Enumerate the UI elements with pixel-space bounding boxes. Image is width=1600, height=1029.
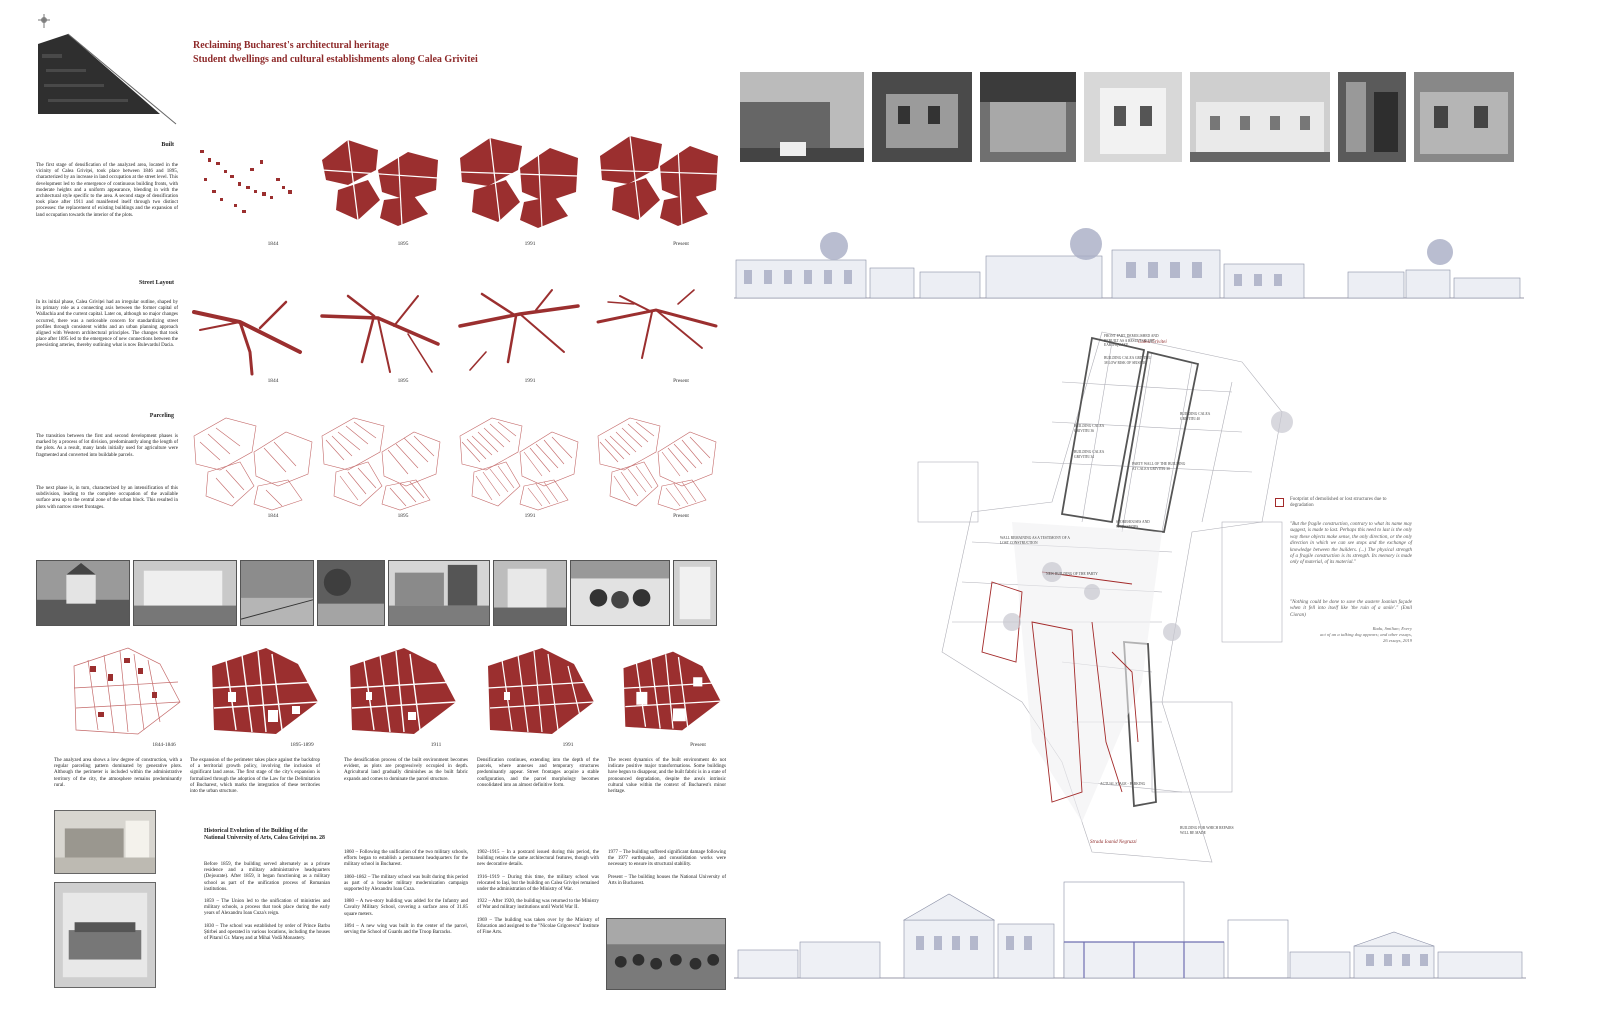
block-text-1895-1899: The expansion of the perimeter takes place against the backdrop of a territorial growth policy, involving the inclusion of significant land areas. The first stage of the city's expansion is formalized through the adoption of the Law for the Delimitation of Bucharest, which marks the integration of these territories into the urban structure. (190, 758, 320, 795)
year-label: 1844 (267, 378, 279, 384)
year-label: Present (673, 241, 689, 247)
plan-note: BUILDING FOR WHICH REPAIRS WILL BE MADE (1180, 826, 1234, 835)
quote-paragraph-1: "But the fragile construction, contrary to what its name may suggest, is made to last. Perhaps this need to last is the only way these objects make sense, the only direction, or the only direction in which we can see stops and the exchange of knowledge between the builders. (...) The physical strength of a fragile construction is its strength. Its memory is made only of material, of its material." (1290, 522, 1412, 566)
historic-photo (133, 560, 237, 626)
historic-photo (388, 560, 490, 626)
section-label-parceling: Parceling (149, 413, 174, 419)
year-label: 1895 (397, 513, 409, 519)
page-subtitle: Student dwellings and cultural establishments along Calea Grivitei (193, 54, 478, 65)
quote-ref-line: Radu, Smilian; Every (1372, 626, 1412, 631)
history-entry: 1969 – The building was taken over by the Ministry of Education and assigned to the "Nicolae Grigorescu" Institute of Fine Arts. (477, 917, 599, 936)
built-map-1991 (456, 130, 581, 235)
historic-photo (493, 560, 567, 626)
history-entry: 1859 – The Union led to the unification of ministries and military schools, a process that took place during the early years of Alexandru Ioan Cuza's reign. (204, 899, 330, 917)
legend-swatch (1275, 498, 1284, 507)
street-label-top: Calea Grivitei (1138, 340, 1167, 345)
built-map-1895 (318, 130, 443, 235)
year-label: 1844 (267, 241, 279, 247)
street-map-1991 (456, 282, 581, 387)
history-title: Historical Evolution of the Building of the National University of Arts, Calea Griviței no. 28 (204, 828, 325, 841)
history-col-2 (344, 850, 468, 936)
parcel-map-1844 (190, 412, 315, 517)
page-title: Reclaiming Bucharest's architectural heritage (193, 40, 389, 51)
year-label: 1895 (397, 378, 409, 384)
current-photo-strip (740, 72, 1530, 162)
legend-text: Footprint of demolished or lost structures due to degradation (1290, 497, 1387, 509)
historic-photo (673, 560, 717, 626)
plan-note: ACTUAL STAGE - PARKING (1100, 782, 1146, 786)
section-label-built: Built (161, 142, 174, 148)
section-text-parceling-2: The next phase is, in turn, characterized by an intensification of this subdivision, leading to the complete occupation of the available surface area up to the central zone of the urban block. This resulted in plots with narrow street frontages. (36, 486, 178, 510)
year-label: 1991 (562, 742, 574, 748)
street-label-bottom: Strada Ioanid Negruzzi (1090, 840, 1137, 845)
plan-note: FRONT PART, DEMOLISHED AND REBUILT AS A RESULT OF THE EARTHQUAKE (1104, 334, 1159, 348)
historic-photo (570, 560, 670, 626)
year-label: Present (690, 742, 706, 748)
history-entry: 1860–1862 – The military school was built during this period as part of a broader military modernization campaign supported by Alexandru Ioan Cuza. (344, 874, 468, 893)
block-map-1895-1899 (206, 646, 326, 741)
year-label: 1911 (430, 742, 442, 748)
block-text-1911: The densification process of the built environment becomes evident, as plots are progressively occupied in depth. Agricultural land gradually diminishes as the built fabric expands and comes to dominate the parcel structure. (344, 758, 468, 782)
section-text-built: The first stage of densification of the analyzed area, located in the vicinity of Calea Griviței, took place between 1846 and 1895, characterized by an increase in land occupation at the street level. This development led to the emergence of continuous building fronts, with moderate heights and a uniform appearance, blending in with the architectural style specific to the area. A second stage of densification took place after 1911 and manifested itself through two distinct processes: the replacement of existing buildings and the expansion of land occupation towards the interior of the plots. (36, 163, 178, 218)
year-label: 1991 (524, 241, 536, 247)
year-label: 1895 (397, 241, 409, 247)
history-col-3 (477, 850, 599, 936)
history-entry: 1894 – A new wing was built in the center of the parcel, serving the School of Guards and the Troop Barracks. (344, 923, 468, 936)
block-text-present: The recent dynamics of the built environment do not indicate positive major transformations. Some buildings have begun to disappear, and the built fabric is in a state of pronounced degradation, despite the area's intrinsic cultural value within the context of Bucharest's minor heritage. (608, 758, 726, 795)
class-photo (606, 918, 726, 990)
plan-note: BUILDING CALEA GRIVITEI 40 (1180, 412, 1211, 421)
street-map-present (594, 282, 719, 387)
historic-photo-strip (36, 560, 728, 626)
current-photo (1414, 72, 1514, 162)
logo-emblem (36, 14, 186, 126)
year-label: 1991 (524, 378, 536, 384)
history-entry: 1860 – Following the unification of the two military schools, efforts began to establish a permanent headquarters for the military school in Bucharest. (344, 850, 468, 868)
plan-note: PARTY WALL OF THE BUILDING AT CALEA GRIVITEI 30 (1132, 462, 1186, 471)
plan-note: NEW BUILDING OF THE PARTY (1046, 572, 1098, 576)
quote-paragraph-2: "Nothing could be done to save the austere Ioanian façade when it fell into itself like 'the ruin of a smile'." (Emil Cioran) (1290, 600, 1412, 618)
year-label: 1844 (267, 513, 279, 519)
year-label: 1991 (524, 513, 536, 519)
street-elevation-top (734, 228, 1524, 306)
year-label: Present (673, 378, 689, 384)
quote-reference (1290, 626, 1412, 644)
year-label: Present (673, 513, 689, 519)
postcard-image (54, 810, 156, 874)
history-entry: 1830 – The school was established by order of Prince Barbu Știrbei and operated in various locations, including the houses of Pitarul Gr. Mareș and at Mihai Vodă Monastery. (204, 923, 330, 942)
plan-note: BUILDING CALEA GRIVITEI 34 (1074, 450, 1105, 459)
historic-photo (317, 560, 385, 626)
history-entry: 1880 – A two-story building was added for the Infantry and Cavalry Military School, covering a surface area of 31.85 square meters. (344, 899, 468, 917)
street-map-1895 (318, 282, 443, 387)
block-map-1844-1846 (68, 646, 188, 741)
current-photo (1084, 72, 1182, 162)
quote-ref-line: act of an a talking dog appears; and other essays, (1320, 632, 1412, 637)
block-map-1911 (344, 646, 464, 741)
section-label-street-layout: Street Layout (138, 280, 174, 286)
block-text-1844-1846: The analyzed area shows a low degree of construction, with a regular parceling pattern dominated by generative plots. Although the perimeter is included within the administrative territory of the city, the atmosphere remains predominantly rural. (54, 758, 182, 788)
block-map-present (618, 646, 728, 741)
block-text-1991: Densification continues, extending into the depth of the parcels, where annexes and temporary structures predominantly appear. Street frontages acquire a stable configuration, and the parcel morphology becomes consolidated into an almost definitive form. (477, 758, 599, 788)
parcel-map-1895 (318, 412, 443, 517)
quote-ref-line: 26 essays, 2019 (1383, 638, 1412, 643)
history-entry: 1977 – The building suffered significant damage following the 1977 earthquake, and consolidation works were necessary to ensure its structural stability. (608, 850, 726, 868)
current-photo (872, 72, 972, 162)
year-label: 1895-1899 (290, 742, 314, 748)
parcel-map-present (594, 412, 719, 517)
current-photo (980, 72, 1076, 162)
history-entry: 1922 – After 1920, the building was returned to the Ministry of War and military institutions until World War II. (477, 899, 599, 911)
history-col-1 (204, 862, 330, 942)
plan-note: BUILDING CALEA GRIVITEI 36 (1074, 424, 1105, 433)
street-map-1844 (190, 282, 315, 387)
history-entry: 1916–1919 – During this time, the military school was relocated to Iași, but the building on Calea Griviței remained under the administration of the Ministry of War. (477, 874, 599, 893)
historic-photo (240, 560, 314, 626)
plan-note: BUILDING CALEA GRIVITEI 38 LOW RISK OF SEISMIC (1104, 356, 1151, 365)
history-entry: Present – The building houses the National University of Arts in Bucharest. (608, 874, 726, 886)
built-map-present (594, 130, 719, 235)
plan-note: STOREHOUSES AND WORKSHOPS (1116, 520, 1150, 529)
section-text-street-layout: In its initial phase, Calea Griviței had an irregular outline, shaped by its primary role as a connecting axis between the former capital of Wallachia and the current capital. Later on, although no major changes occurred, there was a noticeable concern for standardizing street profiles through consistent widths and an urban planning approach aligned with Western architectural principles. The changes that took place after 1895 led to the emergence of new connections between the preexisting arteries, thereby outlining what is now Bulevardul Dacia. (36, 300, 178, 349)
built-map-1844 (190, 130, 315, 235)
site-plan (912, 322, 1312, 870)
history-entry: Before 1859, the building served alternately as a private residence and a military administrative headquarters (Dejourate). After 1859, it began functioning as a military school as part of the unification process of Romanian institutions. (204, 862, 330, 892)
history-entry: 1902–1915 – In a postcard issued during this period, the building retains the same architectural features, though with new decorative details. (477, 850, 599, 868)
section-text-parceling-1: The transition between the first and second development phases is marked by a process of lot division, predominantly along the length of the plots. As a result, many lands initially used for agriculture were fragmented and converted into buildable parcels. (36, 434, 178, 458)
historic-photo (36, 560, 130, 626)
parcel-map-1991 (456, 412, 581, 517)
history-col-4 (608, 850, 726, 887)
street-elevation-bottom (734, 880, 1526, 990)
current-photo (740, 72, 864, 162)
plan-note: WALL REMAINING AS A TESTIMONY OF A LOST CONSTRUCTION (1000, 536, 1070, 545)
block-map-1991 (482, 646, 602, 741)
current-photo (1338, 72, 1406, 162)
engraving-image (54, 882, 156, 988)
year-label: 1844-1846 (152, 742, 176, 748)
current-photo (1190, 72, 1330, 162)
